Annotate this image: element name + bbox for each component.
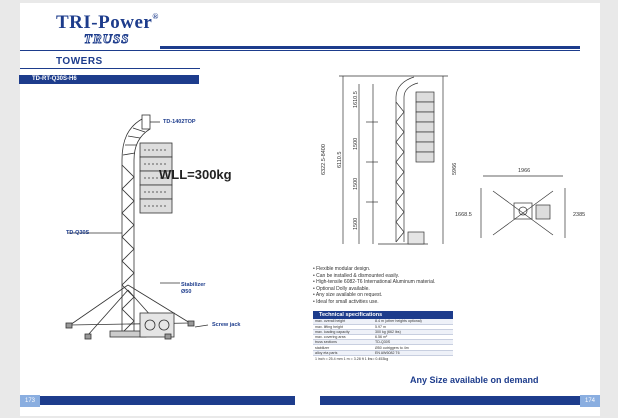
table-row: max. overall height 8.4 m (other heights optional) [313,319,453,324]
table-row: stabilizer Ø50 outriggers to 4m [313,345,453,350]
feature-item: • High-tensile 6082-T6 International Aluminum material. [313,279,436,286]
section-rule [20,68,200,69]
spec-table [313,311,453,361]
footer-bar-right [320,396,580,405]
plan-view-drawing [478,173,568,243]
footer-bar-left [20,396,295,405]
label-top-adapter: TD-1402TOP [163,119,196,125]
label-stabilizer [181,282,205,295]
dim-seg2: 1500 [353,137,359,150]
dim-seg1: 1610.5 [353,91,359,108]
model-bar: TD-RT-Q30S-H6 [19,75,199,84]
dim-total: 6322.5-8400 [321,144,327,175]
feature-item: • Ideal for small activities use. [313,298,379,305]
dim-height-a: 6110.5 [337,151,343,168]
label-tower: TD-Q30S [66,230,90,236]
brand-logo [56,12,159,47]
table-row: max. covering area 6.56 m² [313,335,453,340]
dim-seg3: 1500 [353,177,359,190]
label-screw-jack: Screw jack [212,322,241,328]
tower-drawing [60,105,300,355]
feature-item: • Flexible modular design. [313,266,371,272]
header-rule [160,46,580,49]
dim-seg4: 1500 [353,217,359,230]
page-number-right: 174 [580,395,600,407]
table-row: truss sections TD-Q30S [313,340,453,345]
wll-rating: WLL=300kg [159,167,232,182]
feature-item: • Can be installed & dismounted easily. [313,272,400,279]
brand-logo-bottom: TRUSS [84,31,130,46]
spec-title: Technical specifications [313,311,453,319]
page-number-left: 173 [20,395,40,407]
label-stabilizer-line2: Ø50 [181,288,192,295]
dim-plan-right: 2385 [573,212,586,218]
label-stabilizer-line1: Stabilizer [181,282,206,288]
table-row: max. lifting height 5.97 m [313,324,453,329]
brand-name: TRI-Power [56,12,153,33]
spec-footnote: 1 inch = 25.4 mm 1 m = 3.28 ft 1 lbs= 0.453kg [315,356,389,361]
feature-item: • Optional Dolly available. [313,285,370,292]
section-title: TOWERS [56,56,103,67]
feature-list [313,266,435,306]
dim-plan-depth: 1668.5 [455,212,472,218]
table-row: alloy eta parts EN AW6082 T6 [313,350,453,355]
table-row: max. loading capacity 300 kg (662 lbs) [313,329,453,334]
dim-plan-width: 1966 [518,168,531,174]
tagline: Any Size available on demand [410,375,539,385]
feature-item: • Any size available on request. [313,292,383,299]
dim-right: 5966 [452,162,458,175]
registered-mark: ® [152,12,159,21]
header-rule-thin [20,50,580,51]
